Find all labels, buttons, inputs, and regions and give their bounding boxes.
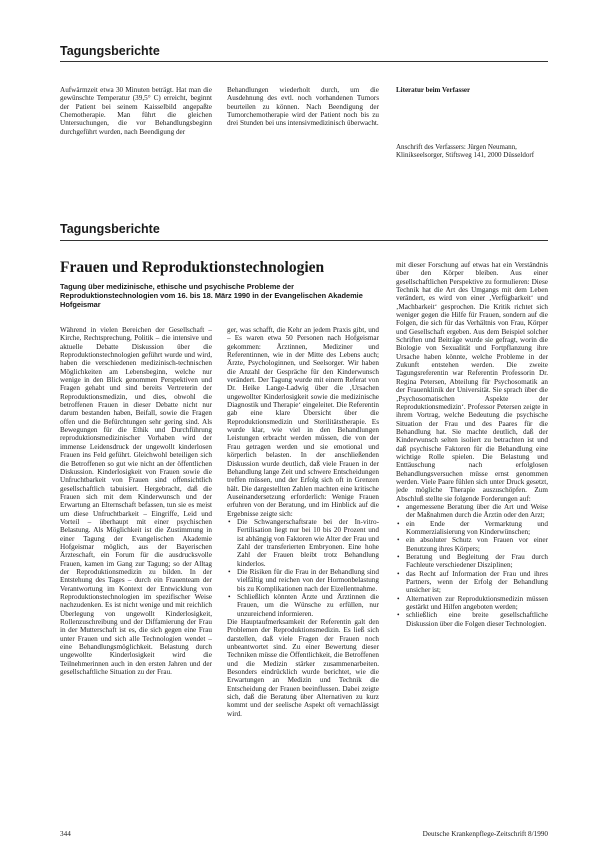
top-column-2: [227, 86, 379, 128]
article-column-1: [60, 326, 212, 823]
list-item: • ein Ende der Vermarktung und Kommerzialisierung von Kinderwünschen;: [406, 520, 548, 537]
list-item: • das Recht auf Information der Frau und ihres Partners, wenn der Erfolg der Behandlung unsicher ist;: [406, 570, 548, 595]
page-number: 344: [60, 830, 71, 838]
article-col3-text: mit dieser Forschung auf etwas hat ein Verständnis über den Körper bleiben. Aus einer gesellschaftlichen Perspektive zu formulieren: Diese Technik hat die Art des Umgangs mit dem Leben verändert, es wird von einer ‚Verfügbarkeit‘ und ‚Machbarkeit‘ gesprochen. Die Kritik richtet sich weniger gegen die Hilfe für Frauen, sondern auf die Folgen, die sich für das Verhältnis von Frau, Körper und Gesellschaft ergeben. Aus dem Beispiel solcher Schriften und Beiträge wurde sie gefragt, worin die Biologie von Sexualität und Fortpflanzung ihre Ursache haben könnte, welche Probleme in der Zukunft entstehen werden. Die zweite Tagungsreferentin war Referentin Professorin Dr. Regina Petersen, Abteilung für Psychosomatik an der Frauenklinik der Universität. Sie sprach über die ‚Psychosomatischen Aspekte der Reproduktionsmedizin‘. Professor Petersen zeigte in ihrem Vortrag, welche Bedeutung die psychische Situation der Frau und des Paares für die Behandlung hat. Sie machte deutlich, daß der Kinderwunsch selten isoliert zu betrachten ist und daß psychische Faktoren für die Behandlung eine wichtige Rolle spielen. Die Belastung und Enttäuschung nach erfolglosen Behandlungsversuchen müsse ernst genommen werden. Viele Paare fühlen sich unter Druck gesetzt, jede mögliche Therapie auszuschöpfen. Zum Abschluß stellte sie folgende Forderungen auf:: [396, 261, 548, 503]
list-item: • Alternativen zur Reproduktionsmedizin müssen gestärkt und Hilfen angeboten werden;: [406, 595, 548, 612]
list-item: • Die Schwangerschaftsrate bei der In-vitro-Fertilisation liegt nur bei 10 bis 20 Prozent und ist abhängig von Faktoren wie Alter der Frau und Zahl der transferierten Embryonen. Eine hohe Zahl der Frauen bleibt trotz Behandlung kinderlos.: [237, 518, 379, 568]
article-col1-text: Während in vielen Bereichen der Gesellschaft – Kirche, Rechtsprechung, Politik – die intensive und aktuelle Debatte Diskussion über die Reproduktionstechnologien geführt wurde und wird, haben die verschiedenen medizinisch-technischen Möglichkeiten am Lebensbeginn, welche nur wenige in den Blick genommen Perspektiven und Fragen gehabt und sind bereits Vertreterin der Reproduktionsmedizin, und dies, obwohl die betroffenen Frauen in dieser Debatte nicht nur darum bestanden haben, Beifall, sowie die Fragen offen und die Befürchtungen sehr gering sind. Als Bewegungen für die Ethik und Durchführung reproduktionsmedizinischer Vorhaben wird der immense Leidensdruck der ungewollt kinderlosen Frauen ins Feld geführt. Gleichwohl beteiligen sich die Betroffenen so gut wie nicht an der öffentlichen Diskussion. Kinderlosigkeit von Frauen sowie die Unfruchtbarkeit von Frauen sind offensichtlich gesellschaftlich tabuisiert. Hergebracht, daß die Frauen sich mit dem Kinderwunsch und der Erwartung an Elternschaft befassen, tun sie es meist um diese Unfruchtbarkeit – Eingriffe, Leid und Vorteil – überhaupt mit einer psychischen Belastung. Als Möglichkeit ist die Zustimmung in einer Tagung der Evangelischen Akademie Hofgeismar möglich, aus der Bayerischen Ärzteschaft, ein Forum für die ausdrucksvolle Frauen, kamen im Gang zur Tagung; so der Alltag der Reproduktionsmedizin zu bilden. In der Entstehung des Tages – durch ein Frauenteam der Verantwortung im Kontext der Entwicklung von Reproduktionstechnologien im spezifischer Weise nachzudenken. Es ist nicht wenige und mit reichlich Überlegung von ungewollt Kinderlosigkeit, Rollenzuschreibung und der Diffamierung der Frau in der Mutterschaft ist es, die sich gegen eine Frau unter Frauen und sich alle Technologien wendet – eine Behandlungsmöglichkeit. Belastung durch ungewollte Kinderlosigkeit wird die Teilnehmerinnen auch in den ersten Jahren und der gesellschaftliche Situation zu der Frau.: [60, 326, 212, 677]
article-column-3: [396, 261, 548, 823]
article-col2-text: ger, was schafft, die Kehr an jedem Praxis gibt, und – Es waren etwa 50 Personen nach Hofgeismar gekommen: Ärztinnen, Mediziner und Referentinnen, wie in der Mitte des Lebens auch; Ärzte, Psychologinnen, und Seelsorger. Wir haben die Anzahl der Gespräche für den Kinderwunsch verändert. Der Tagung wurde mit einem Referat von Dr. Heike Lange-Ladwig über die ‚Ursachen ungewollter Kinderlosigkeit sowie die medizinische Diagnostik und Therapie‘ eingeleitet. Die Referentin gab eine klare Übersicht über die Reproduktionsmedizin und Sterilitätstherapie. Es wurde klar, wie viel in den Behandlungen Leistungen erbracht werden müssen, die von der Frau getragen werden und sie emotional und körperlich belasten. In der anschließenden Diskussion wurde deutlich, daß viele Frauen in der Behandlung lange Zeit und schwere Entscheidungen treffen müssen, und der Erfolg sich oft in Grenzen hält. Die dargestellten Zahlen machten eine kritische Auseinandersetzung erforderlich: Wenige Frauen erfuhren von der Beratung, und im Hinblick auf die Ergebnisse zeigte sich:: [227, 326, 379, 518]
list-item: • Die Risiken für die Frau in der Behandlung sind vielfältig und reichen von der Hormonbelastung bis zu Komplikationen nach der Eizellentnahme.: [237, 568, 379, 593]
list-item: • Schließlich könnten Ärzte und Ärztinnen die Frauen, um die Wünsche zu erfüllen, nur unzureichend informieren.: [237, 593, 379, 618]
literature-note: Literatur beim Verfasser: [396, 86, 471, 94]
list-item: • ein absoluter Schutz von Frauen vor einer Benutzung ihres Körpers;: [406, 536, 548, 553]
article-subtitle: Tagung über medizinische, ethische und psychische Probleme der Reproduktionstechnologien vom 16. bis 18. März 1990 in der Evangelischen Akademie Hofgeismar: [60, 282, 363, 309]
top-col2-text: Behandlungen wiederholt durch, um die Ausdehnung des evtl. noch vorhandenen Tumors beurteilen zu können. Nach Beendigung der Tumorchemotherapie wird der Patient noch bis zu drei Stunden bei uns intensivmedizinisch überwacht.: [227, 86, 379, 128]
section-rule-article: [60, 240, 548, 241]
list-item: • Beratung und Begleitung der Frau durch Fachleute verschiedener Disziplinen;: [406, 553, 548, 570]
section-rule-top: [60, 61, 548, 62]
author-address: Anschrift des Verfassers: Jürgen Neumann, Klinikseelsorger, Stiftsweg 141, 2000 Düsseldorf: [396, 143, 535, 160]
section-heading-article: Tagungsberichte: [60, 222, 160, 236]
list-item: • angemessene Beratung über die Art und Weise der Maßnahmen durch die Ärztin oder den Arzt;: [406, 503, 548, 520]
list-item: • schließlich eine breite gesellschaftliche Diskussion über die Folgen dieser Technologien.: [406, 611, 548, 628]
section-heading-top: Tagungsberichte: [60, 44, 160, 58]
top-column-1: [60, 86, 212, 136]
journal-name: Deutsche Krankenpflege-Zeitschrift 8/1990: [422, 830, 548, 838]
article-title: Frauen und Reproduktionstechnologien: [60, 259, 325, 276]
article-col2-list: [227, 518, 379, 618]
article-col3-list: [396, 503, 548, 628]
article-col2-end-text: Die Hauptaufmerksamkeit der Referentin galt den Problemen der Reproduktionsmedizin. Es ließ sich darstellen, daß viele Fragen der Frauen noch unbeantwortet sind. Zu einer Bewertung dieser Techniken müsse die Öffentlichkeit, die Betroffenen und die Medizin stärker zusammenarbeiten. Besonders eindrücklich wurde berichtet, wie die Erwartungen an Medizin und Technik die Entscheidung der Frauen beeinflussen. Dabei zeigte sich, daß die Beratung über Alternativen zu kurz kommt und der seelische Aspekt oft vernachlässigt wird.: [227, 618, 379, 718]
top-col1-text: Aufwärmzeit etwa 30 Minuten beträgt. Hat man die gewünschte Temperatur (39,5° C) erreicht, beginnt der Patient bei seinem Kaisselbild angepaßte Chemotherapie. Man führt die gleichen Untersuchungen, die vor Behandlungsbeginn durchgeführt wurden, nach Beendigung der: [60, 86, 212, 136]
article-column-2: [227, 326, 379, 823]
